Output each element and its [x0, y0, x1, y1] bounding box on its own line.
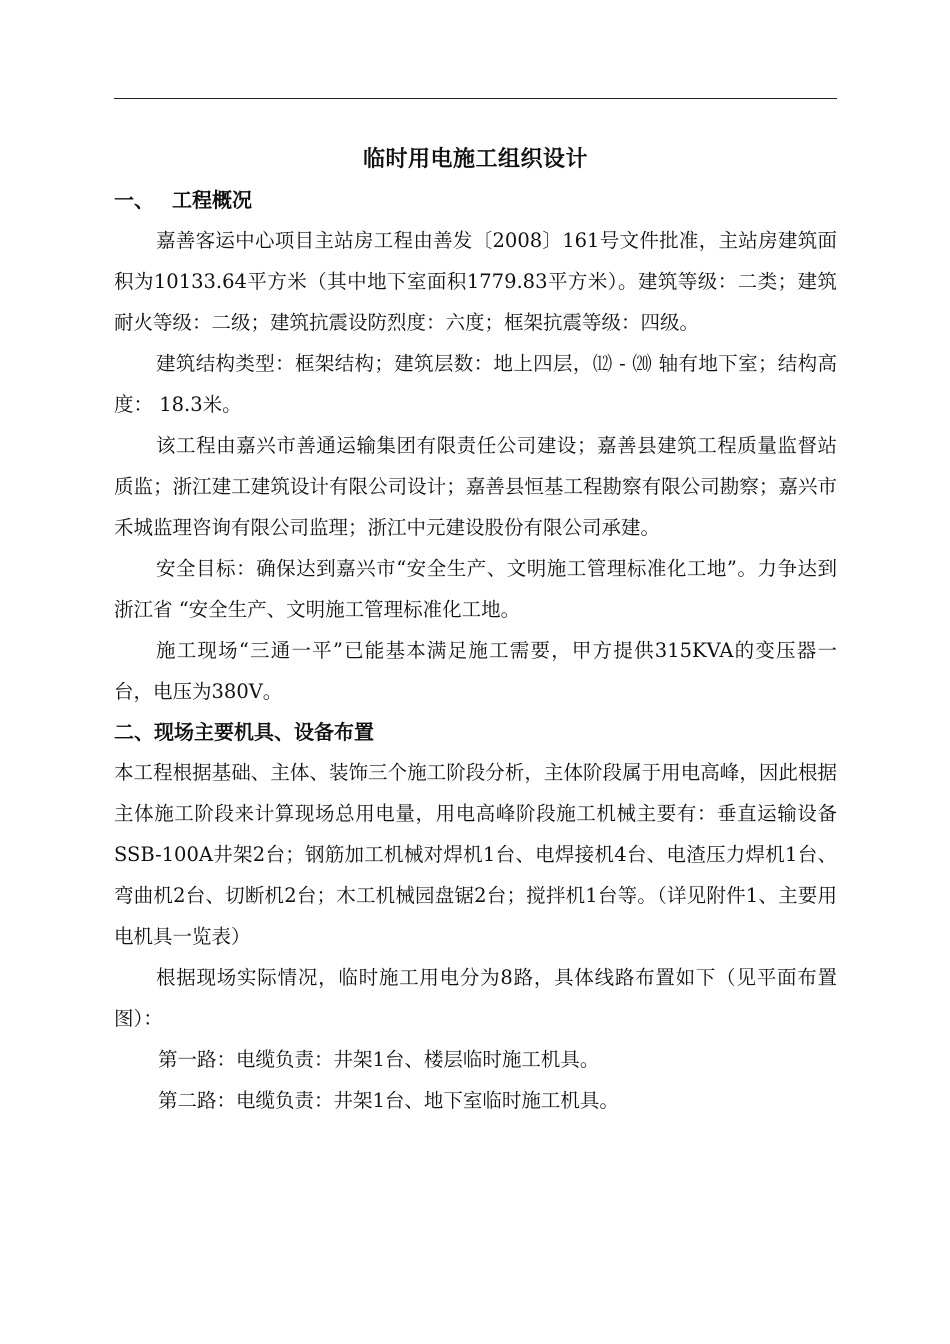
- paragraph-site-power: 施工现场“三通一平”已能基本满足施工需要，甲方提供315KVA的变压器一台，电压为380V。: [114, 639, 837, 703]
- paragraph-circuit-split: 根据现场实际情况，临时施工用电分为8路，具体线路布置如下（见平面布置图）：: [114, 966, 837, 1030]
- section-equipment-layout: [114, 712, 837, 1121]
- section-number: 一、: [114, 188, 154, 212]
- paragraph-equipment-analysis: 本工程根据基础、主体、装饰三个施工阶段分析，主体阶段属于用电高峰，因此根据主体施工阶段来计算现场总用电量，用电高峰阶段施工机械主要有：垂直运输设备SSB-100A井架2台；钢筋加工机械对焊机1台、电焊接机4台、电渣压力焊机1台、弯曲机2台、切断机2台；木工机械园盘锯2台；搅拌机1台等。（详见附件1、主要用电机具一览表）: [114, 761, 837, 948]
- section-project-overview: [114, 180, 837, 712]
- route-item: 第一路：电缆负责：井架1台、楼层临时施工机具。: [158, 1048, 600, 1071]
- section-number: 二、: [114, 720, 154, 744]
- paragraph-parties: 该工程由嘉兴市善通运输集团有限责任公司建设；嘉善县建筑工程质量监督站质监；浙江建工建筑设计有限公司设计；嘉善县恒基工程勘察有限公司勘察；嘉兴市禾城监理咨询有限公司监理；浙江中元建设股份有限公司承建。: [114, 434, 837, 539]
- section-heading: [114, 712, 837, 752]
- section-heading: [114, 180, 837, 220]
- paragraph-approval-area: 嘉善客运中心项目主站房工程由善发〔2008〕161号文件批准，主站房建筑面积为10133.64平方米（其中地下室面积1779.83平方米）。建筑等级：二类；建筑耐火等级：二级；建筑抗震设防烈度：六度；框架抗震等级：四级。: [114, 229, 837, 334]
- document-title: 临时用电施工组织设计: [362, 147, 588, 172]
- document-page: [114, 140, 837, 1121]
- paragraph-structure: 建筑结构类型：框架结构；建筑层数：地上四层，⑿ - ⒇ 轴有地下室；结构高度： 18.3米。: [114, 352, 837, 416]
- section-title: 现场主要机具、设备布置: [154, 720, 374, 744]
- route-item: 第二路：电缆负责：井架1台、地下室临时施工机具。: [158, 1089, 619, 1112]
- paragraph-safety-goal: 安全目标：确保达到嘉兴市“安全生产、文明施工管理标准化工地”。力争达到浙江省 “安全生产、文明施工管理标准化工地。: [114, 557, 837, 621]
- section-title: 工程概况: [172, 188, 252, 212]
- header-rule: [114, 98, 837, 99]
